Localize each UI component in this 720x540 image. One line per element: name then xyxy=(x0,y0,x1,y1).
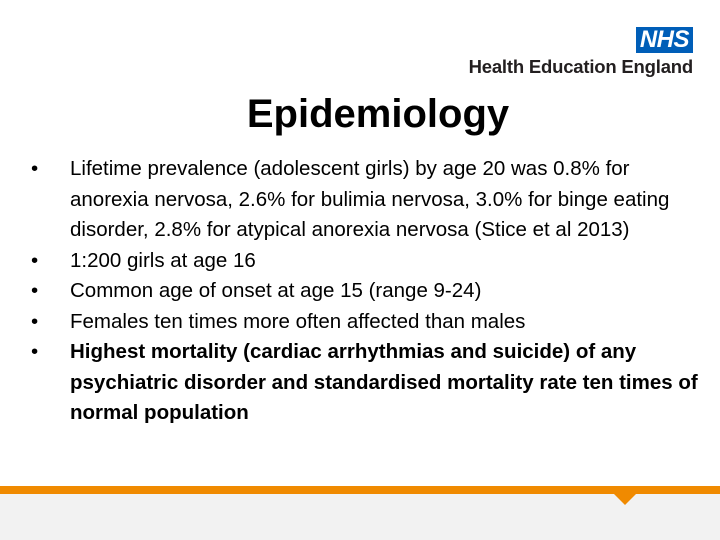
bullet-dot: • xyxy=(31,279,39,302)
bullet-item-ratio xyxy=(0,246,720,277)
bullet-text: Common age of onset at age 15 (range 9-24) xyxy=(70,279,482,302)
organisation-name: Health Education England xyxy=(468,56,693,77)
bullet-dot: • xyxy=(31,248,39,272)
bullet-item-onset xyxy=(0,276,720,307)
bullet-dot: • xyxy=(31,340,39,363)
footer-notch xyxy=(613,493,637,505)
footer-accent-bar xyxy=(0,486,720,494)
bullet-dot: • xyxy=(31,157,39,180)
footer-background xyxy=(0,494,720,540)
bullet-item-mortality xyxy=(0,337,720,429)
nhs-badge: NHS xyxy=(636,27,693,53)
nhs-logo xyxy=(469,27,693,78)
bullet-text: 1:200 girls at age 16 xyxy=(70,248,256,272)
bullet-text: Females ten times more often affected than males xyxy=(70,309,526,333)
bullet-item-sex-ratio xyxy=(0,307,720,338)
slide-title: Epidemiology xyxy=(246,92,510,136)
bullet-dot: • xyxy=(31,309,39,333)
bullet-list xyxy=(0,154,720,429)
bullet-item-prevalence xyxy=(0,154,720,246)
bullet-text: Lifetime prevalence (adolescent girls) by age 20 was 0.8% for anorexia nervosa, 2.6% for bulimia nervosa, 3.0% for binge eating disorder, 2.8% for atypical anorexia nervosa (Stice et al 2013) xyxy=(70,157,670,241)
bullet-text: Highest mortality (cardiac arrhythmias and suicide) of any psychiatric disorder and standardised mortality rate ten times of normal population xyxy=(70,340,698,424)
